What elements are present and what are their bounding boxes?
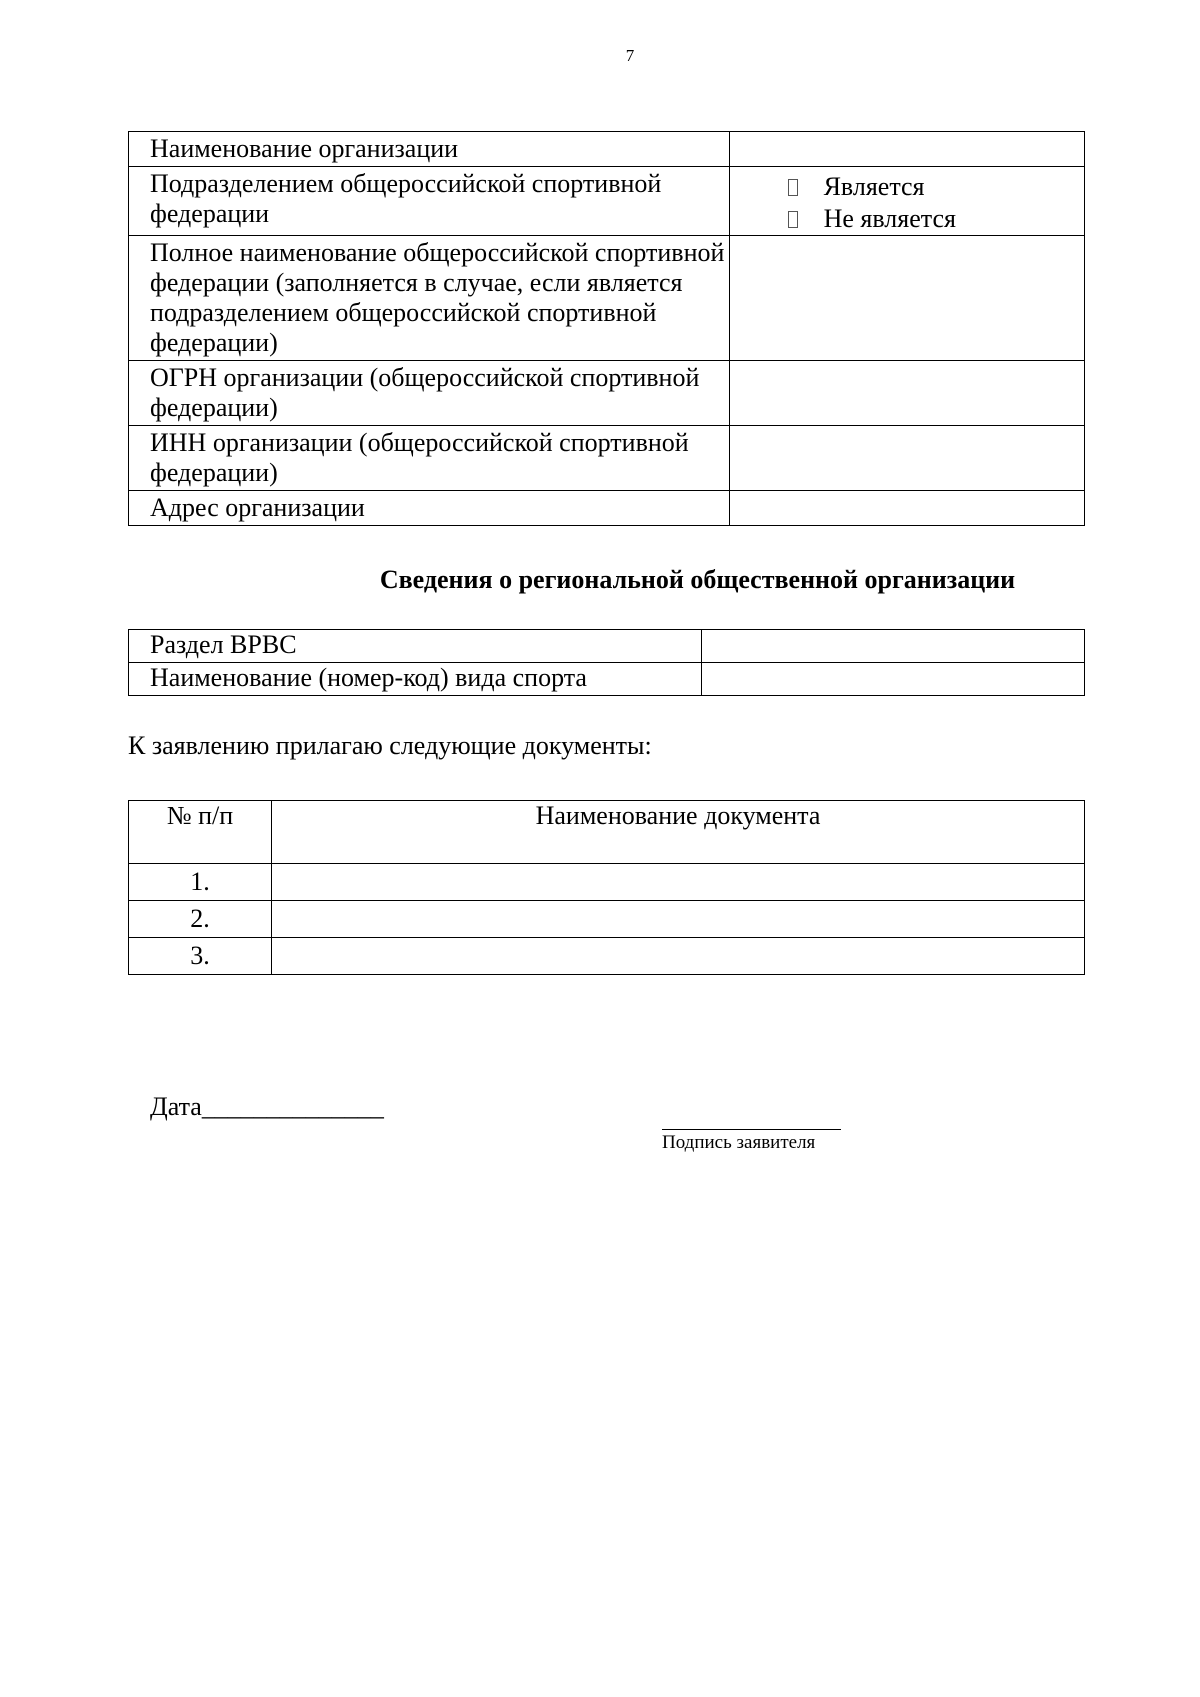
address-value[interactable] [729,491,1084,526]
page-number: 7 [625,46,635,65]
option-is-label: Является [823,172,925,201]
sport-name-value[interactable] [701,663,1084,696]
table-row [129,491,1085,526]
table-row [129,864,1085,901]
option-is-not[interactable] [788,203,1084,235]
option-is-not-label: Не является [823,204,956,233]
sport-section-table [128,629,1085,696]
table-row [129,938,1085,975]
attachments-intro: К заявлению прилагаю следующие документы: [128,731,652,760]
federation-full-name-value[interactable] [729,236,1084,361]
org-name-label: Наименование организации [129,132,730,167]
table-row [129,236,1085,361]
section-title: Сведения о региональной общественной организации [379,565,1016,594]
row-number: 3. [129,938,272,975]
ogrn-value[interactable] [729,361,1084,426]
table-row [129,426,1085,491]
documents-table [128,800,1085,975]
document-name-value[interactable] [272,864,1085,901]
table-row [129,630,1085,663]
subdivision-label: Подразделением общероссийской спортивной федерации [129,167,730,236]
document-name-value[interactable] [272,938,1085,975]
table-row [129,132,1085,167]
inn-label: ИНН организации (общероссийской спортивной федерации) [129,426,730,491]
checkbox-icon[interactable] [788,179,798,196]
table-row [129,663,1085,696]
sport-name-label: Наименование (номер-код) вида спорта [129,663,702,696]
checkbox-icon[interactable] [788,211,798,228]
ogrn-label: ОГРН организации (общероссийской спортивной федерации) [129,361,730,426]
table-row [129,167,1085,236]
header-number-label: № п/п [166,801,234,830]
vrvs-section-value[interactable] [701,630,1084,663]
row-number: 1. [129,864,272,901]
org-name-value[interactable] [729,132,1084,167]
signature-line[interactable] [662,1129,841,1130]
table-row [129,901,1085,938]
federation-full-name-label: Полное наименование общероссийской спортивной федерации (заполняется в случае, если является подразделением общероссийской спортивной федерации) [129,236,730,361]
signature-caption: Подпись заявителя [662,1132,816,1153]
organization-table [128,131,1085,526]
table-row [129,361,1085,426]
option-is[interactable] [788,171,1084,203]
table-header-row [129,801,1085,864]
row-number: 2. [129,901,272,938]
vrvs-section-label: Раздел ВРВС [129,630,702,663]
address-label: Адрес организации [129,491,730,526]
document-name-value[interactable] [272,901,1085,938]
subdivision-options [729,167,1084,236]
date-field[interactable]: Дата______________ [150,1092,384,1121]
header-document-name: Наименование документа [272,801,1085,864]
header-number [129,801,272,864]
inn-value[interactable] [729,426,1084,491]
